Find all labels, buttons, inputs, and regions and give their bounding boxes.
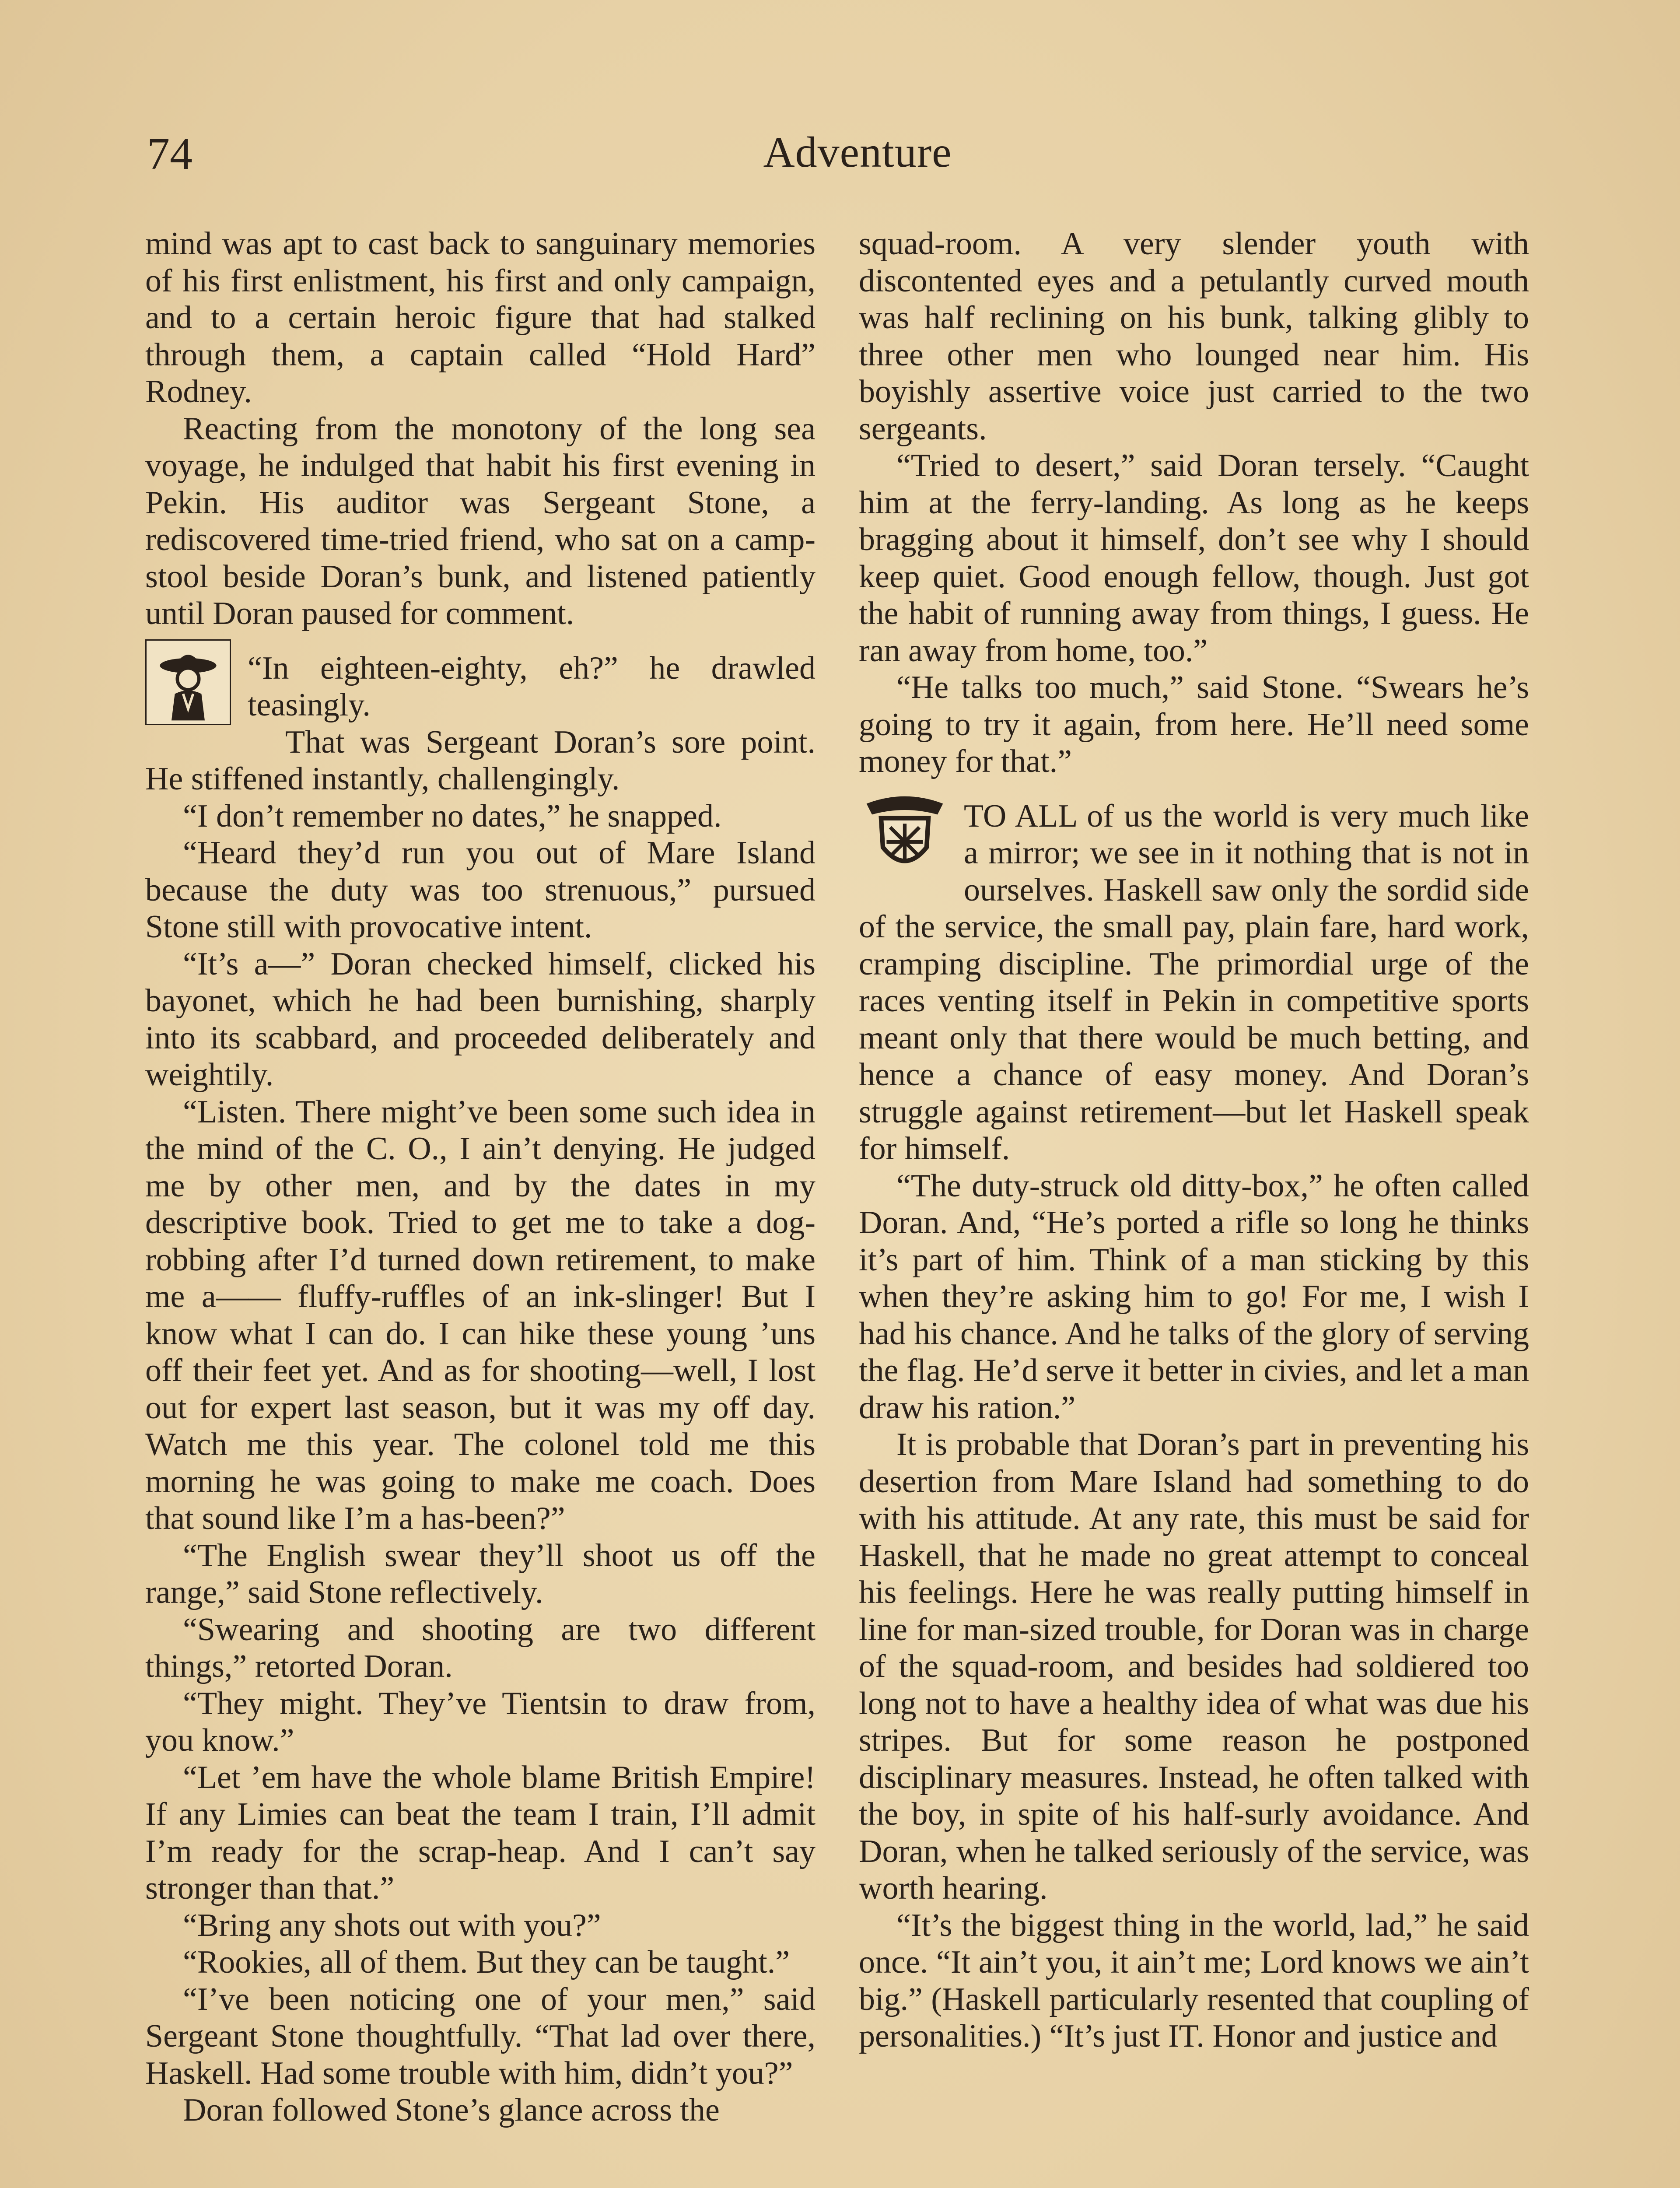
right-column <box>859 225 1529 2055</box>
paragraph: “In eighteen-eighty, eh?” he drawled teasingly. <box>248 650 816 723</box>
paragraph: “Swearing and shooting are two different things,” retorted Doran. <box>145 1611 816 1684</box>
paragraph: “I don’t remember no dates,” he snapped. <box>183 798 722 834</box>
paragraph: “They might. They’ve Tientsin to draw from, you know.” <box>145 1685 816 1758</box>
paragraph: “The English swear they’ll shoot us off the range,” said Stone reflectively. <box>145 1537 816 1610</box>
soldier-vignette-icon <box>145 639 231 725</box>
paragraph: “Let ’em have the whole blame British Empire! If any Limies can beat the team I train, I’ll admit I’m ready for the scrap-heap. And I can’t say stronger than that.” <box>145 1759 816 1906</box>
running-title: Adventure <box>763 128 952 176</box>
paragraph: Doran followed Stone’s glance across the <box>183 2092 720 2128</box>
paragraph: Reacting from the monotony of the long sea voyage, he indulged that habit his first evening in Pekin. His auditor was Sergeant Stone, a rediscovered time-tried friend, who sat on a camp-stool beside Doran’s bunk, and listened patiently until Doran paused for comment. <box>145 410 816 631</box>
paragraph: “Tried to desert,” said Doran tersely. “Caught him at the ferry-landing. As long as he keeps bragging about it himself, don’t see why I should keep quiet. Good enough fellow, though. Just got the habit of running away from things, I guess. He ran away from home, too.” <box>859 448 1529 669</box>
left-column <box>145 225 816 2129</box>
paragraph: mind was apt to cast back to sanguinary memories of his first enlistment, his first and only campaign, and to a certain heroic figure that had stalked through them, a captain called “Hold Hard” Rodney. <box>145 226 816 410</box>
paragraph: “He talks too much,” said Stone. “Swears he’s going to try it again, from here. He’ll need some money for that.” <box>859 670 1529 779</box>
crest-ornament-icon <box>859 787 951 878</box>
paragraph: “Bring any shots out with you?” <box>183 1907 601 1943</box>
paragraph: “It’s a—” Doran checked himself, clicked his bayonet, which he had been burnishing, sharply into its scabbard, and proceeded deliberately and weightily. <box>145 946 816 1093</box>
page-number: 74 <box>147 129 192 179</box>
paragraph: “Rookies, all of them. But they can be taught.” <box>183 1944 790 1980</box>
paragraph: squad-room. A very slender youth with discontented eyes and a petulantly curved mouth was half reclining on his bunk, talking glibly to three other men who lounged near him. His boyishly assertive voice just carried to the two sergeants. <box>859 226 1529 447</box>
paragraph: It is probable that Doran’s part in preventing his desertion from Mare Island had something to do with his attitude. At any rate, this must be said for Haskell, that he made no great attempt to conceal his feelings. Here he was really putting himself in line for man-sized trouble, for Doran was in charge of the squad-room, and besides had soldiered too long not to have a healthy idea of what was due his stripes. But for some reason he postponed disciplinary measures. Instead, he often talked with the boy, in spite of his half-surly avoidance. And Doran, when he talked seriously of the service, was worth hearing. <box>859 1427 1529 1906</box>
paragraph: “Heard they’d run you out of Mare Island because the duty was too strenuous,” pursued Stone still with provocative intent. <box>145 835 816 945</box>
paragraph: That was Sergeant Doran’s sore point. He stiffened instantly, challengingly. <box>145 724 816 797</box>
paragraph: “I’ve been noticing one of your men,” said Sergeant Stone thoughtfully. “That lad over there, Haskell. Had some trouble with him, didn’t you?” <box>145 1981 816 2091</box>
paragraph: “Listen. There might’ve been some such idea in the mind of the C. O., I ain’t denying. He judged me by other men, and by the dates in my descriptive book. Tried to get me to take a dog-robbing after I’d turned down retirement, to make me a—— fluffy-ruffles of an ink-slinger! But I know what I can do. I can hike these young ’uns off their feet yet. And as for shooting—well, I lost out for expert last season, but it was my off day. Watch me this year. The colonel told me this morning he was going to make me coach. Does that sound like I’m a has-been?” <box>145 1094 816 1536</box>
paragraph: “The duty-struck old ditty-box,” he often called Doran. And, “He’s ported a rifle so long he thinks it’s part of him. Think of a man sticking by this when they’re asking him to go! For me, I wish I had his chance. And he talks of the glory of serving the flag. He’d serve it better in civies, and let a man draw his ration.” <box>859 1168 1529 1426</box>
paragraph: TO ALL of us the world is very much like a mirror; we see in it nothing that is not in ourselves. Haskell saw only the sordid side of the service, the small pay, plain fare, hard work, cramping discipline. The primordial urge of the races venting itself in Pekin in competitive sports meant only that there would be much betting, and hence a chance of easy money. And Doran’s struggle against retirement—but let Haskell speak for himself. <box>859 798 1529 1167</box>
paragraph: “It’s the biggest thing in the world, lad,” he said once. “It ain’t you, it ain’t me; Lord knows we ain’t big.” (Haskell particularly resented that coupling of personalities.) “It’s just IT. Honor and justice and <box>859 1907 1529 2054</box>
